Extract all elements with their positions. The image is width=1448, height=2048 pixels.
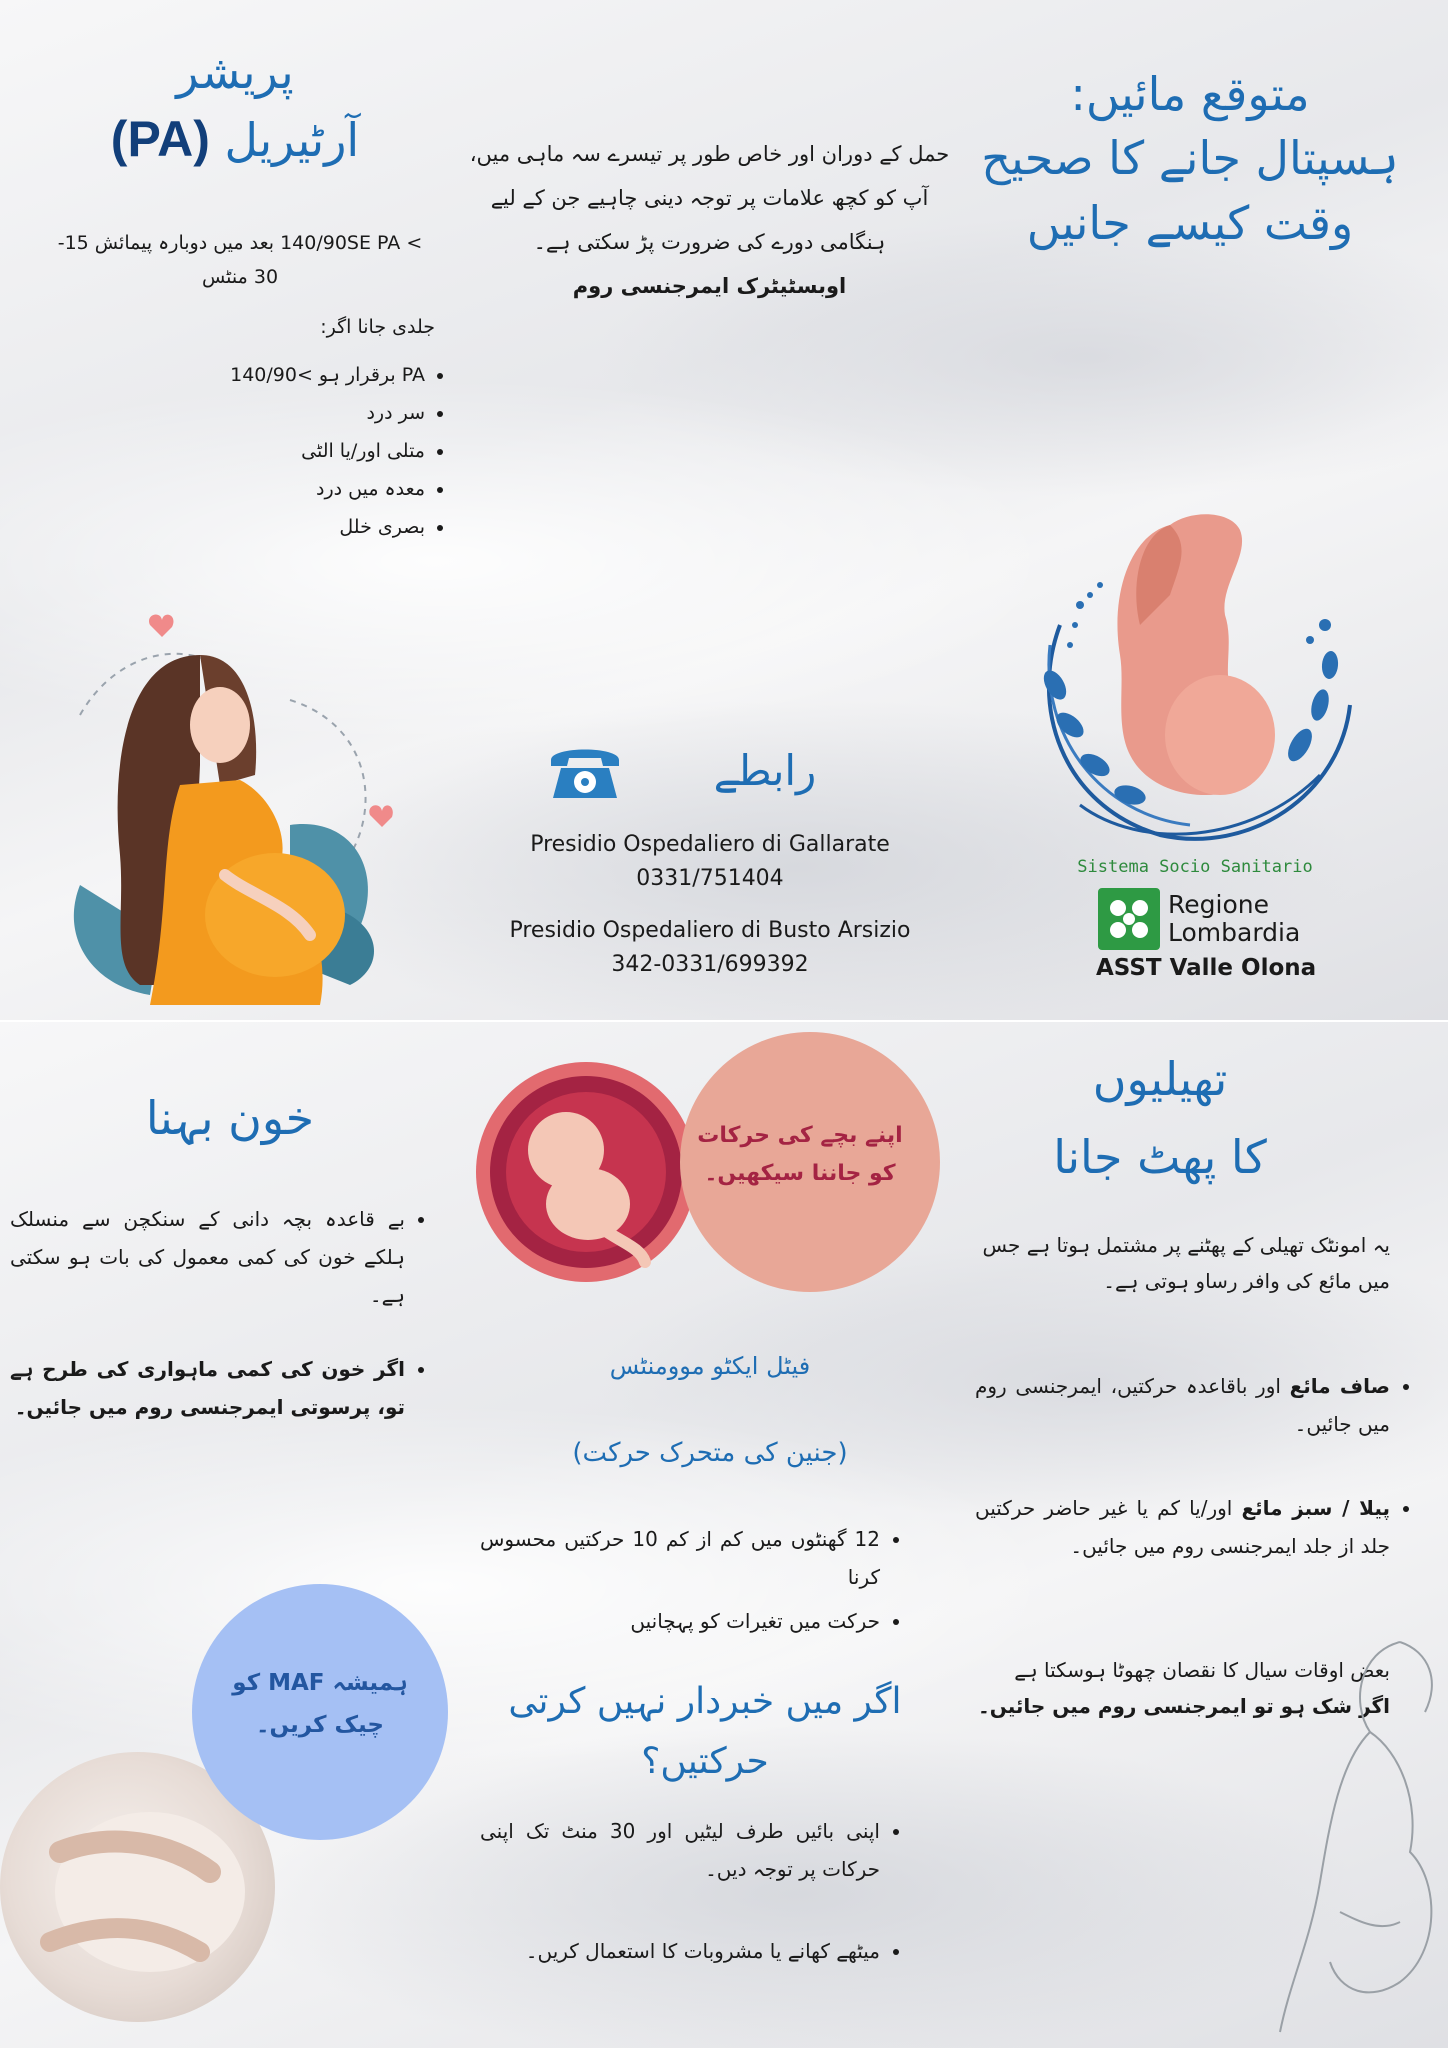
main-title [960, 62, 1420, 255]
list-item: • حرکت میں تغیرات کو پہچانیں [480, 1602, 880, 1640]
list-item: • PA برقرار ہو >140/90 [160, 356, 425, 394]
pregnant-woman-illustration [1020, 505, 1380, 855]
list-item: • 12 گھنٹوں میں کم از کم 10 حرکتیں محسوس کرنا [480, 1520, 880, 1596]
list-item: • معدہ میں درد [160, 470, 425, 508]
list-item: • بے قاعدہ بچہ دانی کے سنکچن سے منسلک ہلکے خون کی کمی معمول کی بات ہو سکتی ہے۔ [10, 1200, 405, 1314]
go-early-label: جلدی جانا اگر: [320, 316, 435, 338]
list-item [975, 1367, 1390, 1443]
pregnant-woman-orange-illustration [50, 605, 430, 1015]
hospital2-phone: 342-0331/699392 [611, 952, 809, 977]
measure-line2: 30 منٹس [201, 266, 279, 288]
fam-subtitle: فیٹل ایکٹو موومنٹس [609, 1352, 811, 1380]
lombardia-logo-icon [1098, 888, 1160, 950]
logo-region-line2: Lombardia [1168, 918, 1301, 947]
list-item: • متلی اور/یا الٹی [160, 432, 425, 470]
maf-line1: ہمیشہ MAF کو [232, 1670, 408, 1696]
logo-region [1168, 891, 1300, 947]
pressure-title-abbr: (PA) [110, 111, 210, 168]
list-item: • سر درد [160, 394, 425, 432]
hospital1-phone: 0331/751404 [636, 866, 784, 891]
hospital1-name: Presidio Ospedaliero di Gallarate [530, 832, 890, 857]
intro-paragraph [462, 132, 957, 308]
bleeding-list [10, 1200, 433, 1426]
list-item: • اپنی بائیں طرف لیٹیں اور 30 منٹ تک اپنی حرکات پر توجہ دیں۔ [480, 1812, 880, 1888]
logo-tagline: Sistema Socio Sanitario [1077, 857, 1313, 877]
question-title [470, 1672, 940, 1792]
logo-region-line1: Regione [1168, 890, 1269, 919]
list-item: • بصری خلل [160, 508, 425, 546]
measure-line1: > 140/90SE PA بعد میں دوبارہ پیمائش 15- [57, 232, 423, 254]
contacts-title: رابطے [713, 746, 817, 795]
contact-busto [480, 914, 940, 982]
question-line1: اگر میں خبردار نہیں کرتی [508, 1681, 902, 1722]
intro-bold: اوبسٹیٹرک ایمرجنسی روم [572, 274, 847, 298]
intro-text: حمل کے دوران اور خاص طور پر تیسرے سہ ماہی میں، آپ کو کچھ علامات پر توجہ دینی چاہیے جن کے لیے ہنگامی دورے کی ضرورت پڑ سکتی ہے۔ [469, 142, 950, 254]
top-panel [0, 0, 1448, 1020]
circle-text-line2: کو جاننا سیکھیں۔ [704, 1161, 896, 1186]
pressure-symptoms-list [160, 356, 453, 546]
clear-fluid-text: اور باقاعدہ حرکتیں، ایمرجنسی روم میں جائیں۔ [975, 1374, 1390, 1436]
note-normal: بعض اوقات سیال کا نقصان چھوٹا ہوسکتا ہے [1014, 1658, 1390, 1682]
membranes-list [975, 1367, 1418, 1565]
logo-asst: ASST Valle Olona [1096, 955, 1317, 981]
membranes-title-line2: کا پھٹ جانا [1053, 1130, 1267, 1184]
pressure-measure [40, 226, 440, 294]
main-title-line3: وقت کیسے جانیں [1026, 195, 1354, 250]
note-bold: اگر شک ہو تو ایمرجنسی روم میں جائیں۔ [978, 1694, 1390, 1718]
list-item [975, 1489, 1390, 1565]
colored-fluid-bold: پیلا / سبز مائع [1241, 1496, 1390, 1520]
actions-list [480, 1812, 908, 1970]
telephone-icon [545, 740, 625, 802]
list-item [10, 1350, 405, 1426]
maf-circle-text [200, 1662, 440, 1746]
pressure-title-word: آرٹیریل [224, 113, 360, 168]
clear-fluid-bold: صاف مائع [1289, 1374, 1390, 1398]
membranes-title [990, 1040, 1330, 1196]
bleeding-warning-bold: اگر خون کی کمی ماہواری کی طرح ہے تو، پرسوتی ایمرجنسی روم میں جائیں۔ [10, 1357, 405, 1419]
maf-line2: چیک کریں۔ [255, 1712, 385, 1738]
fam-subtitle-translation: (جنین کی متحرک حرکت) [572, 1438, 848, 1468]
membranes-title-line1: تھیلیوں [1092, 1052, 1228, 1106]
learn-movements-circle-text [670, 1117, 930, 1193]
membranes-intro: یہ امونٹک تھیلی کے پھٹنے پر مشتمل ہوتا ہے جس میں مائع کی وافر رساو ہوتی ہے۔ [982, 1233, 1390, 1293]
bleeding-title: خون بہنا [145, 1091, 315, 1145]
hospital2-name: Presidio Ospedaliero di Busto Arsizio [509, 918, 911, 943]
pressure-title-line2 [70, 104, 400, 174]
colored-fluid-text: اور/یا کم یا غیر حاضر حرکتیں جلد از جلد ایمرجنسی روم میں جائیں۔ [975, 1496, 1390, 1558]
circle-text-line1: اپنے بچے کی حرکات [697, 1123, 903, 1148]
question-line2: حرکتیں؟ [641, 1741, 769, 1782]
movements-list [480, 1520, 908, 1640]
main-title-line2: ہسپتال جانے کا صحیح [981, 131, 1399, 186]
line-art-woman-illustration [1250, 1622, 1448, 2042]
bottom-panel [0, 1022, 1448, 2048]
main-title-line1: متوقع مائیں: [1070, 67, 1310, 121]
pressure-title-line1: پریشر [176, 45, 294, 99]
list-item: • میٹھے کھانے یا مشروبات کا استعمال کریں۔ [480, 1932, 880, 1970]
contact-gallarate [480, 828, 940, 896]
pressure-title [70, 40, 400, 174]
